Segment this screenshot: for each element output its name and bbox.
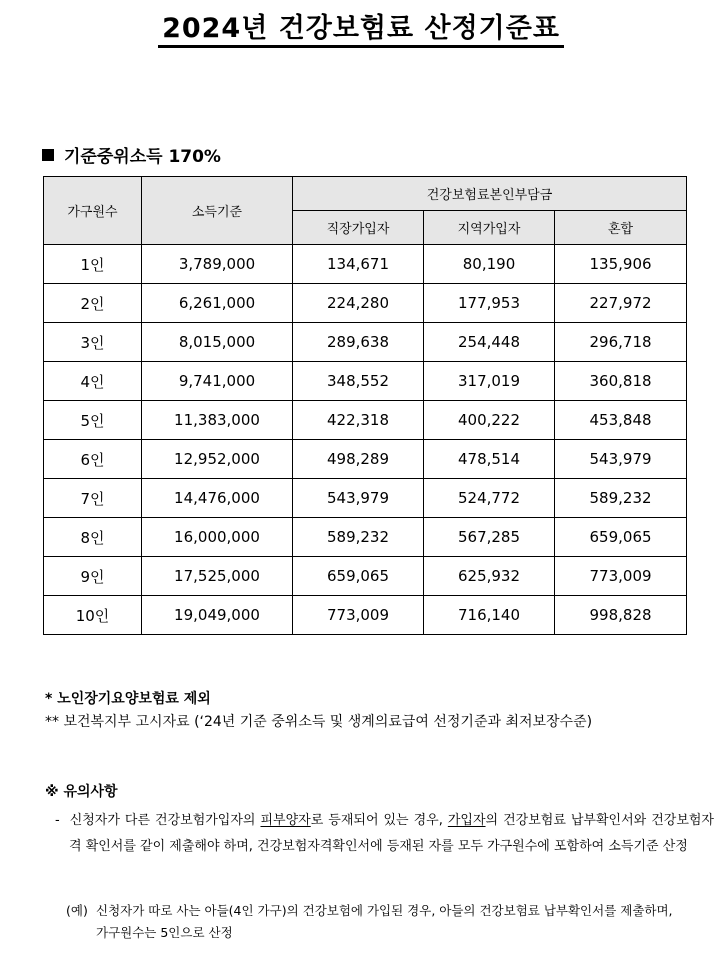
cell-employee: 498,289 (293, 440, 424, 479)
example-note (66, 900, 706, 944)
example-line-2: 가구원수는 5인으로 산정 (96, 925, 233, 940)
section-heading-text: 기준중위소득 170% (64, 147, 221, 167)
cell-mixed: 773,009 (555, 557, 687, 596)
table-row (44, 362, 687, 401)
cell-mixed: 543,979 (555, 440, 687, 479)
cell-employee: 589,232 (293, 518, 424, 557)
table-row (44, 479, 687, 518)
cell-household: 4인 (44, 362, 142, 401)
bullet-underlined-dependent: 피부양자 (260, 813, 311, 828)
cell-employee: 348,552 (293, 362, 424, 401)
cell-household: 8인 (44, 518, 142, 557)
cell-employee: 543,979 (293, 479, 424, 518)
cell-regional: 177,953 (424, 284, 555, 323)
cell-household: 1인 (44, 245, 142, 284)
cell-employee: 773,009 (293, 596, 424, 635)
cell-mixed: 360,818 (555, 362, 687, 401)
cell-regional: 478,514 (424, 440, 555, 479)
document-title-wrap (0, 6, 722, 45)
cell-income: 3,789,000 (142, 245, 293, 284)
premium-table (43, 176, 687, 635)
cell-mixed: 659,065 (555, 518, 687, 557)
cell-income: 17,525,000 (142, 557, 293, 596)
cell-household: 7인 (44, 479, 142, 518)
section-heading (42, 142, 221, 167)
cell-mixed: 296,718 (555, 323, 687, 362)
table-row (44, 557, 687, 596)
cell-income: 11,383,000 (142, 401, 293, 440)
cell-income: 19,049,000 (142, 596, 293, 635)
cell-employee: 659,065 (293, 557, 424, 596)
cell-regional: 625,932 (424, 557, 555, 596)
cell-income: 8,015,000 (142, 323, 293, 362)
header-household: 가구원수 (44, 177, 142, 245)
header-regional: 지역가입자 (424, 211, 555, 245)
square-bullet-icon (42, 149, 54, 161)
bullet-text-2: 로 등재되어 있는 경우, (310, 813, 448, 828)
table-row (44, 245, 687, 284)
note-source: ** 보건복지부 고시자료 (‘24년 기준 중위소득 및 생계의료급여 선정기준과 최저보장수준) (45, 714, 593, 730)
cell-employee: 224,280 (293, 284, 424, 323)
cell-household: 6인 (44, 440, 142, 479)
cell-mixed: 589,232 (555, 479, 687, 518)
cell-household: 9인 (44, 557, 142, 596)
example-label: (예) (66, 903, 88, 918)
cell-mixed: 998,828 (555, 596, 687, 635)
cell-employee: 289,638 (293, 323, 424, 362)
cell-regional: 567,285 (424, 518, 555, 557)
cell-income: 6,261,000 (142, 284, 293, 323)
cell-income: 9,741,000 (142, 362, 293, 401)
cell-household: 10인 (44, 596, 142, 635)
cell-household: 5인 (44, 401, 142, 440)
bullet-text-3: 의 건강보험료 납부확인서와 건강보험자격 확인서를 같이 제출해야 하며, 건강보험자격확인서에 등재된 자를 모두 가구원수에 포함하여 소득기준 산정 (69, 813, 714, 854)
caution-bullet (55, 808, 714, 860)
cell-regional: 317,019 (424, 362, 555, 401)
bullet-text-1: 신청자가 다른 건강보험가입자의 (69, 813, 261, 828)
note-ltc-excluded: * 노인장기요양보험료 제외 (45, 691, 211, 707)
notes (45, 688, 592, 734)
header-premium-group: 건강보험료본인부담금 (293, 177, 687, 211)
cell-mixed: 453,848 (555, 401, 687, 440)
cell-mixed: 135,906 (555, 245, 687, 284)
caution-title: ※ 유의사항 (45, 784, 118, 800)
table-row (44, 518, 687, 557)
table-row (44, 401, 687, 440)
example-line-1: 신청자가 따로 사는 아들(4인 가구)의 건강보험에 가입된 경우, 아들의 건강보험료 납부확인서를 제출하며, (96, 903, 673, 918)
dash-bullet: - (55, 813, 60, 828)
cell-regional: 80,190 (424, 245, 555, 284)
table-row (44, 440, 687, 479)
cell-regional: 716,140 (424, 596, 555, 635)
cell-regional: 254,448 (424, 323, 555, 362)
cell-employee: 134,671 (293, 245, 424, 284)
cell-employee: 422,318 (293, 401, 424, 440)
cell-household: 3인 (44, 323, 142, 362)
cell-household: 2인 (44, 284, 142, 323)
cell-income: 14,476,000 (142, 479, 293, 518)
table-row (44, 284, 687, 323)
header-mixed: 혼합 (555, 211, 687, 245)
header-income: 소득기준 (142, 177, 293, 245)
cell-income: 12,952,000 (142, 440, 293, 479)
bullet-underlined-subscriber: 가입자 (447, 813, 486, 828)
header-employee: 직장가입자 (293, 211, 424, 245)
cell-mixed: 227,972 (555, 284, 687, 323)
document-title: 2024년 건강보험료 산정기준표 (158, 13, 564, 48)
cell-income: 16,000,000 (142, 518, 293, 557)
cell-regional: 524,772 (424, 479, 555, 518)
table-row (44, 596, 687, 635)
table-row (44, 323, 687, 362)
cell-regional: 400,222 (424, 401, 555, 440)
table-header-row (44, 177, 687, 211)
